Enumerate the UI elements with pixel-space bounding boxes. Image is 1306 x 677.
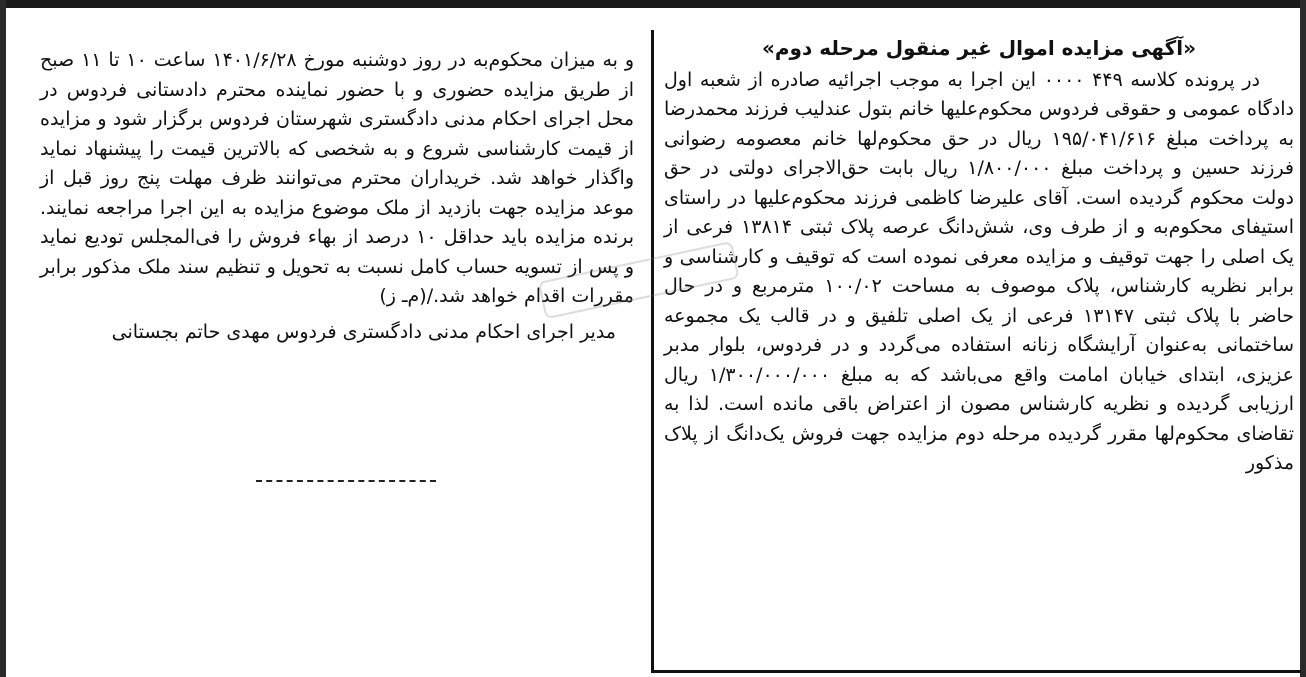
notice-title: «آگهی مزایده اموال غیر منقول مرحله دوم» (761, 36, 1197, 60)
notice-right-column (664, 34, 1294, 479)
signature-dash-line (256, 480, 436, 482)
notice-bottom-border (651, 670, 1301, 673)
notice-body-left: و به میزان محکوم‌به در روز دوشنبه مورخ ۱۴۰۱/۶/۲۸ ساعت ۱۰ تا ۱۱ صبح از طریق مزایده حضوری و با حضور نماینده محترم دادستانی فردوس در محل اجرای احکام مدنی دادگستری شهرستان فردوس برگزار شود و مزایده از قیمت کارشناسی شروع و به شخصی که بالاترین قیمت را پیشنهاد نماید واگذار خواهد شد. خریداران محترم می‌توانند ظرف مهلت پنج روز قبل از موعد مزایده جهت بازدید از ملک موضوع مزایده به این اجرا مراجعه نمایند. برنده مزایده باید حداقل ۱۰ درصد از بهاء فروش را فی‌المجلس تودیع نماید و پس از تسویه حساب کامل نسبت به تحویل و تنظیم سند ملک مذکور برابر مقررات اقدام خواهد شد./(م‌ـ ز) (40, 49, 635, 307)
column-divider (651, 30, 654, 672)
page-right-edge (1300, 0, 1306, 677)
notice-left-column (40, 46, 634, 347)
page-top-edge (0, 0, 1306, 8)
page-left-edge (0, 0, 6, 677)
notice-body-right: در پرونده کلاسه ۴۴۹ ۰۰۰۰ این اجرا به موجب اجرائیه صادره از شعبه اول دادگاه عمومی و حقوقی فردوس محکوم‌علیها خانم بتول عندلیب فرزند محمدرضا به پرداخت مبلغ ۱۹۵/۰۴۱/۶۱۶ ریال در حق محکوم‌لها خانم معصومه رضوانی فرزند حسین و پرداخت مبلغ ۱/۸۰۰/۰۰۰ ریال بابت حق‌الاجرای دولتی در حق دولت محکوم گردیده است. آقای علیرضا کاظمی فرزند محکوم‌علیها در راستای استیفای محکوم‌به و از طرف وی، شش‌دانگ عرصه پلاک ثبتی ۱۳۸۱۴ فرعی از یک اصلی را جهت توقیف و مزایده معرفی نموده است که توقیف و کارشناسی و برابر نظریه کارشناس، پلاک موصوف به مساحت ۱۰۰/۰۲ مترمربع و در حال حاضر با پلاک ثبتی ۱۳۱۴۷ فرعی از یک اصلی تلفیق و در قالب یک مجموعه ساختمانی به‌عنوان آرایشگاه زنانه استفاده می‌گردد و در فردوس، بلوار مدبر عزیزی، ابتدای خیابان امامت واقع می‌باشد که به مبلغ ۱/۳۰۰/۰۰۰/۰۰۰ ریال ارزیابی گردیده و نظریه کارشناس مصون از اعتراض باقی مانده است. لذا به تقاضای محکوم‌لها مقرر گردیده مرحله دوم مزایده جهت فروش یک‌دانگ از پلاک مذکور (664, 68, 1295, 474)
notice-signature: مدیر اجرای احکام مدنی دادگستری فردوس مهدی حاتم بجستانی (111, 320, 616, 343)
